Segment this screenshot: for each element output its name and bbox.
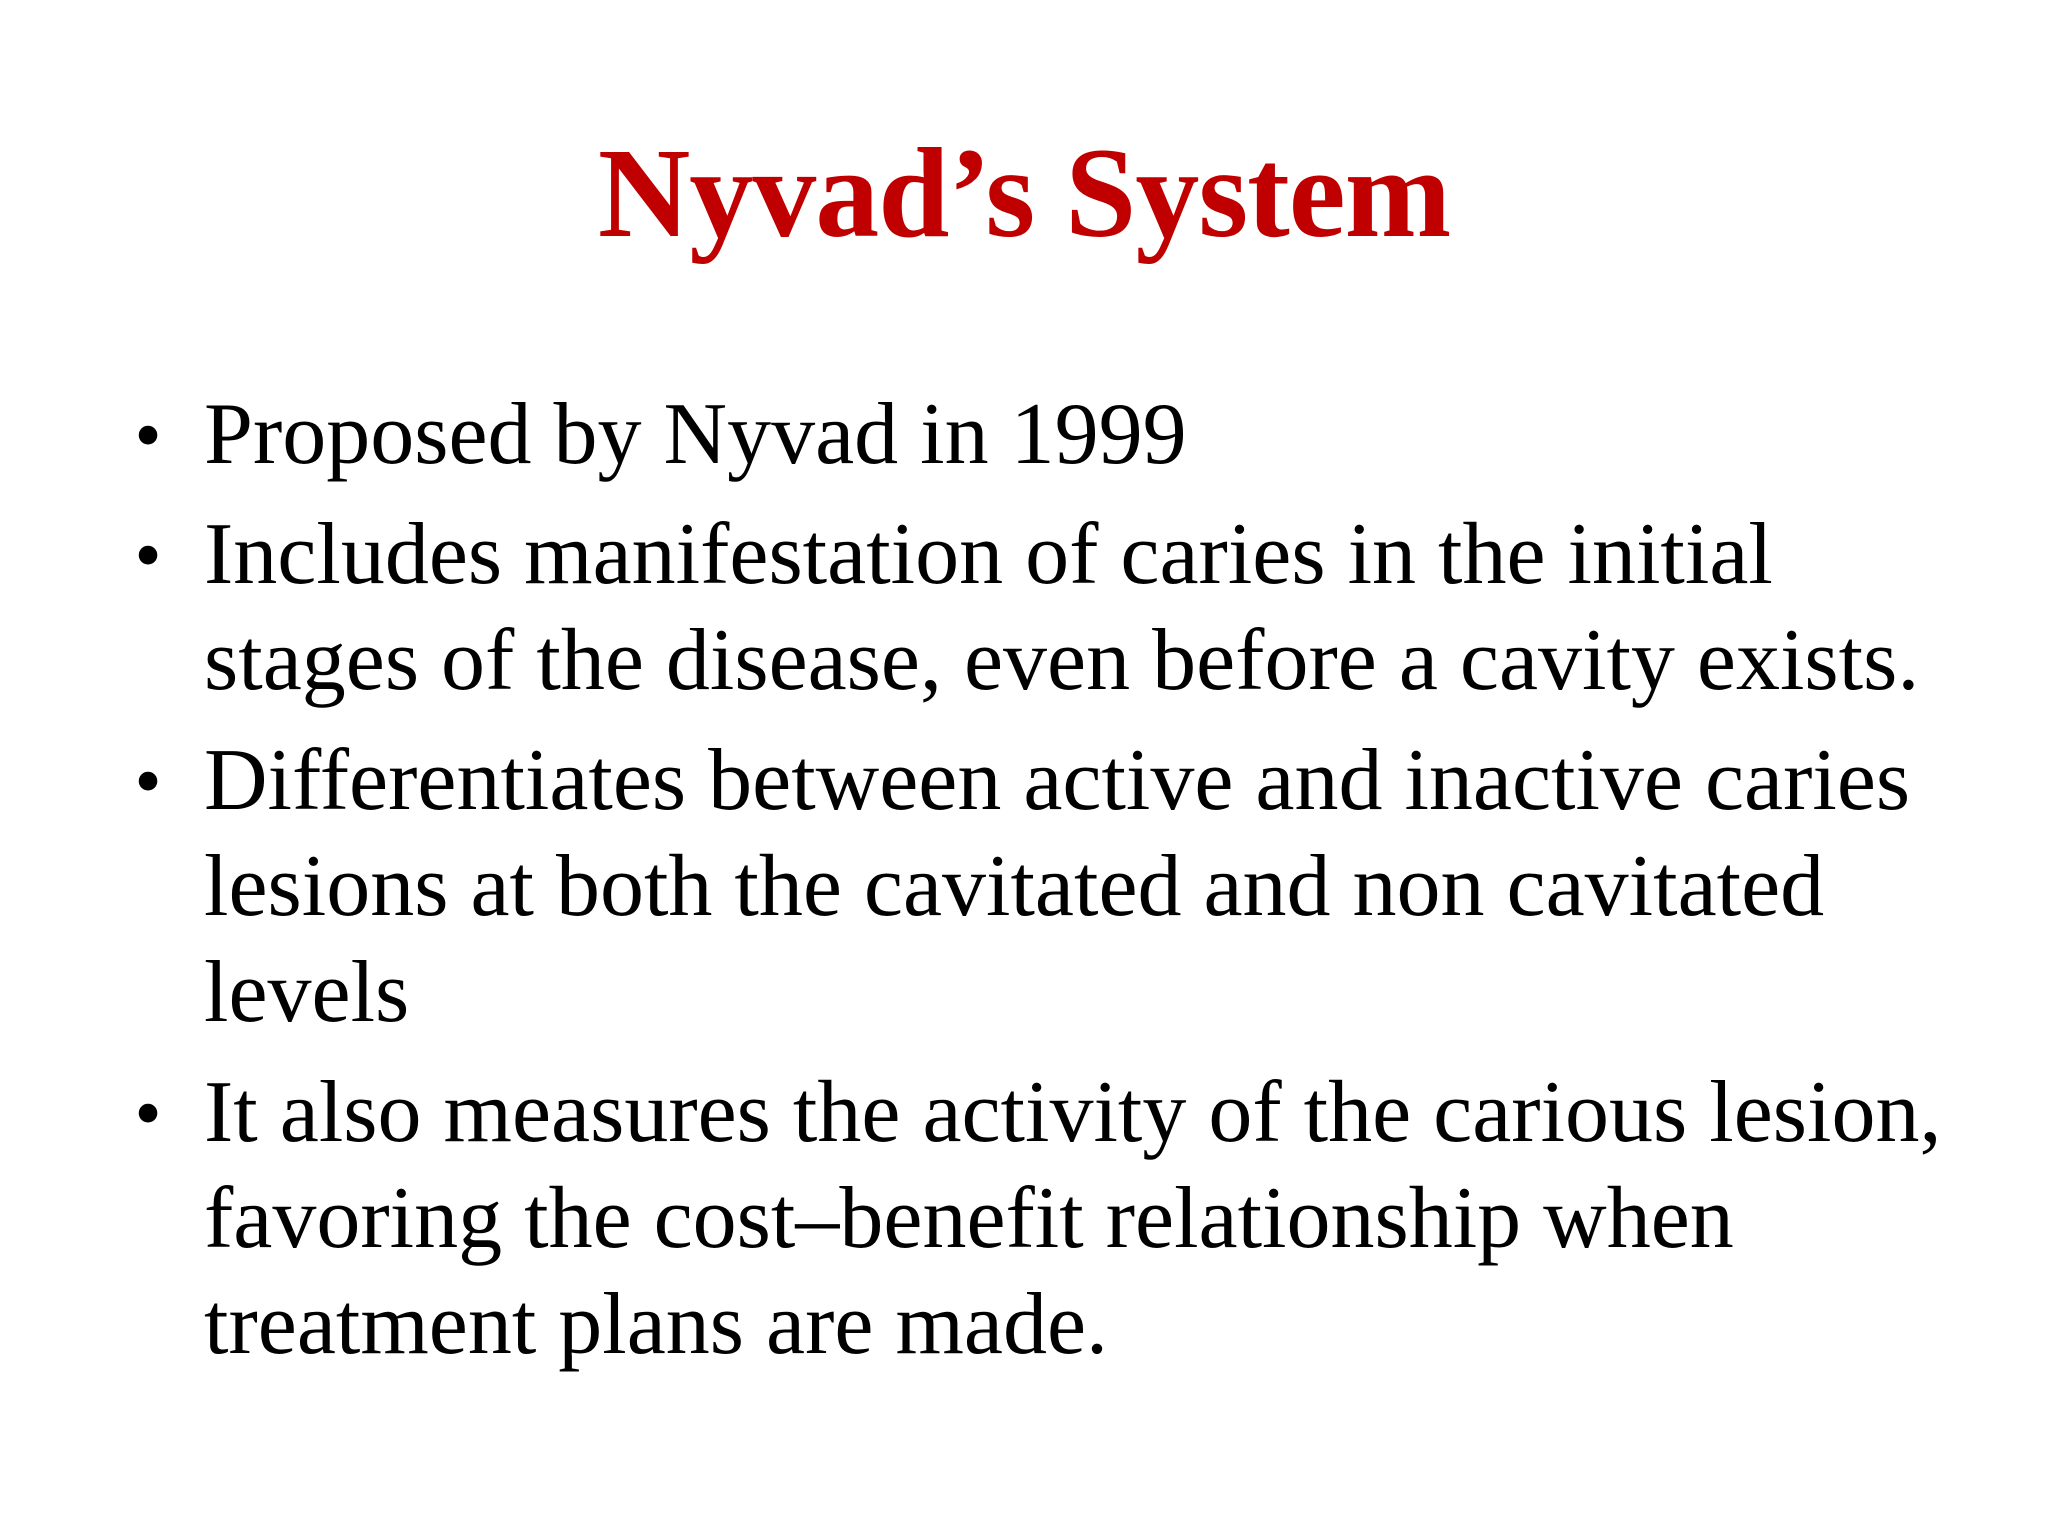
bullet-point-icon: • [134,737,162,824]
bullet-item [118,502,1998,714]
bullet-text-line: Includes manifestation of caries in the initial [204,506,1773,603]
bullet-text-line: It also measures the activity of the carious lesion, [204,1064,1942,1161]
bullet-list [118,382,1998,1392]
bullet-point-icon: • [134,1069,162,1156]
bullet-text-line: Proposed by Nyvad in 1999 [204,386,1187,483]
bullet-text-line: stages of the disease, even before a cavity exists. [204,612,1920,709]
bullet-text-line: Differentiates between active and inactive caries [204,732,1911,829]
bullet-item [118,728,1998,1046]
bullet-item [118,382,1998,488]
bullet-point-icon: • [134,511,162,598]
bullet-item [118,1060,1998,1378]
slide-title: Nyvad’s System [597,122,1451,264]
bullet-point-icon: • [134,391,162,478]
bullet-text-line: levels [204,944,410,1041]
bullet-text-line: lesions at both the cavitated and non cavitated [204,838,1825,935]
bullet-text-line: treatment plans are made. [204,1276,1109,1373]
bullet-text-line: favoring the cost–benefit relationship when [204,1170,1734,1267]
